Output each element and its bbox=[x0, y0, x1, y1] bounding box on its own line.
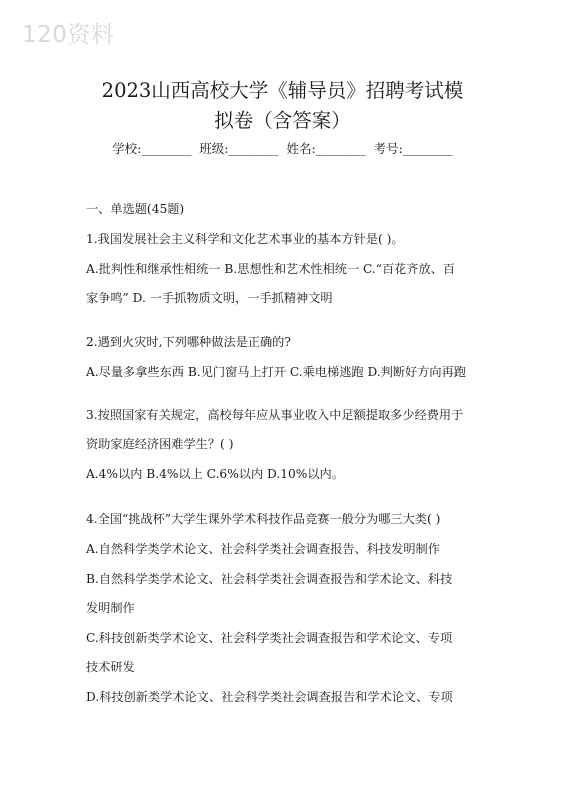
question-4-stem: 4.全国“挑战杯”大学生课外学术科技作品竞赛一般分为哪三大类( ) bbox=[86, 512, 441, 526]
question-4-option-c-line-2: 技术研发 bbox=[86, 660, 135, 674]
watermark: 120资料 bbox=[22, 22, 115, 48]
question-2-options: A.尽量多拿些东西 B.见门窗马上打开 C.乘电梯逃跑 D.判断好方向再跑 bbox=[86, 365, 466, 379]
document-title-line-1: 2023山西高校大学《辅导员》招聘考试模 bbox=[101, 79, 464, 102]
question-4-option-b-line-2: 发明制作 bbox=[86, 601, 135, 615]
question-2-stem: 2.遇到火灾时,下列哪种做法是正确的? bbox=[86, 335, 291, 349]
question-3-options: A.4%以内 B.4%以上 C.6%以内 D.10%以内。 bbox=[86, 467, 344, 481]
document-title-line-2: 拟卷（含答案） bbox=[214, 109, 351, 132]
section-heading: 一、单选题(45题) bbox=[86, 202, 185, 216]
question-1-stem: 1.我国发展社会主义科学和文化艺术事业的基本方针是( )。 bbox=[86, 232, 404, 246]
question-4-option-d-line-1: D.科技创新类学术论文、社会科学类社会调查报告和学术论文、专项 bbox=[86, 690, 453, 704]
question-4-option-c-line-1: C.科技创新类学术论文、社会科学类社会调查报告和学术论文、专项 bbox=[86, 631, 453, 645]
question-4-option-a: A.自然科学类学术论文、社会科学类社会调查报告、科技发明制作 bbox=[86, 542, 440, 556]
question-1-options-line-1: A.批判性和继承性相统一 B.思想性和艺术性相统一 C.“百花齐放、百 bbox=[86, 262, 456, 276]
question-1-options-line-2: 家争鸣” D. 一手抓物质文明，一手抓精神文明 bbox=[86, 291, 333, 305]
student-info-line: 学校:________ 班级:________ 姓名:________ 考号:________ bbox=[112, 141, 453, 156]
question-4-option-b-line-1: B.自然科学类学术论文、社会科学类社会调查报告和学术论文、科技 bbox=[86, 572, 453, 586]
question-3-stem-line-1: 3.按照国家有关规定，高校每年应从事业收入中足额提取多少经费用于 bbox=[86, 408, 464, 422]
question-3-stem-line-2: 资助家庭经济困难学生？( ) bbox=[86, 437, 234, 451]
